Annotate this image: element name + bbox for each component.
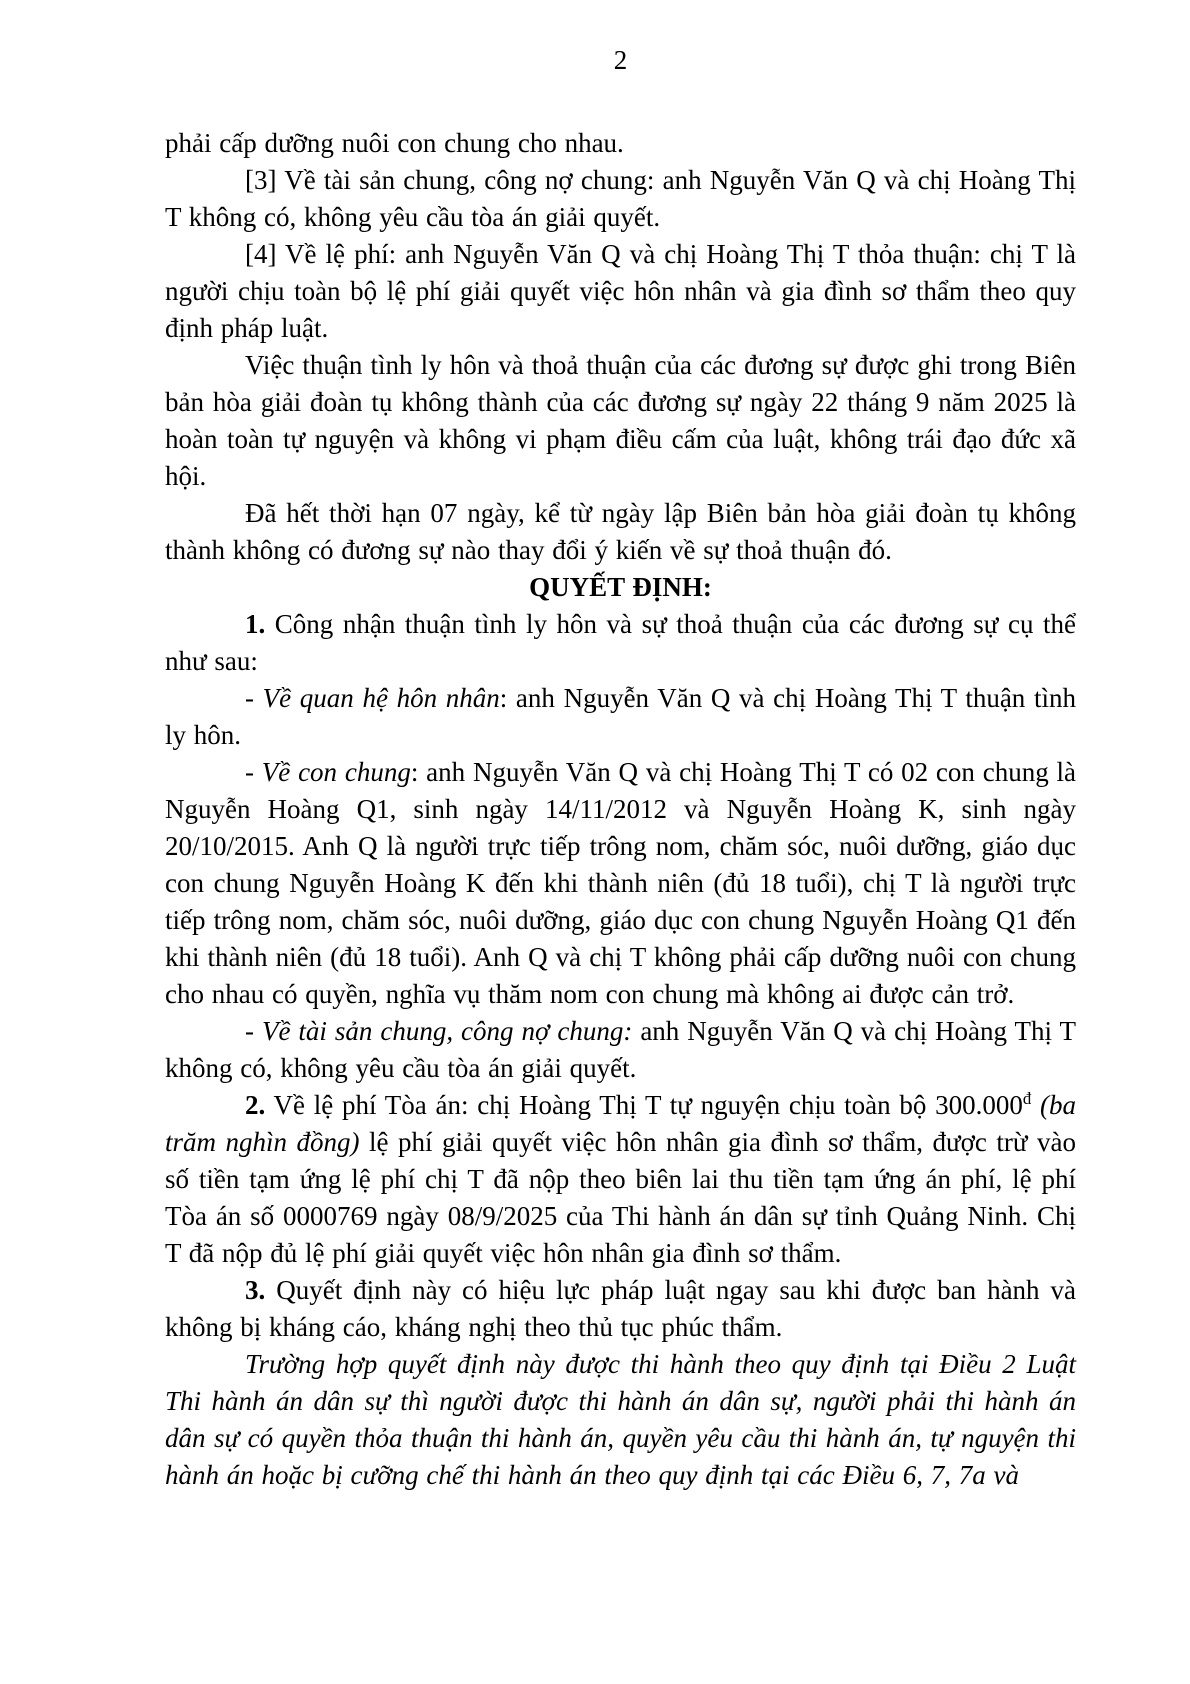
dash-marker: - <box>245 757 262 787</box>
dash-marker: - <box>245 1016 262 1046</box>
page-number: 2 <box>613 45 628 75</box>
item-number: 3. <box>245 1275 266 1305</box>
paragraph-marriage-relation <box>165 680 1076 754</box>
text-run: Đã hết thời hạn 07 ngày, kể từ ngày lập Biên bản hòa giải đoàn tụ không thành không có đương sự nào thay đổi ý kiến về sự thoả thuận đó. <box>165 498 1076 565</box>
currency-superscript: đ <box>1022 1089 1032 1108</box>
paragraph-clause-3-assets <box>165 162 1076 236</box>
text-run: lệ phí giải quyết việc hôn nhân gia đình sơ thẩm, được trừ vào số tiền tạm ứng lệ phí chị T đã nộp theo biên lai thu tiền tạm ứng án phí, lệ phí Tòa án số 0000769 ngày 08/9/2025 của Thi hành án dân sự tỉnh Quảng Ninh. Chị T đã nộp đủ lệ phí giải quyết việc hôn nhân gia đình sơ thẩm. <box>165 1127 1076 1268</box>
clause-label: Về con chung <box>261 757 411 787</box>
text-run: [4] Về lệ phí: anh Nguyễn Văn Q và chị Hoàng Thị T thỏa thuận: chị T là người chịu toàn bộ lệ phí giải quyết việc hôn nhân và gia đình sơ thẩm theo quy định pháp luật. <box>165 239 1076 343</box>
paragraph-voluntary-agreement <box>165 347 1076 495</box>
text-run: [3] Về tài sản chung, công nợ chung: anh Nguyễn Văn Q và chị Hoàng Thị T không có, không yêu cầu tòa án giải quyết. <box>165 165 1076 232</box>
item-number: 1. <box>245 609 266 639</box>
paragraph-enforcement-note <box>165 1346 1076 1494</box>
text-run: Việc thuận tình ly hôn và thoả thuận của các đương sự được ghi trong Biên bản hòa giải đoàn tụ không thành của các đương sự ngày 22 tháng 9 năm 2025 là hoàn toàn tự nguyện và không vi phạm điều cấm của luật, không trái đạo đức xã hội. <box>165 350 1076 491</box>
document-body <box>165 125 1076 1494</box>
paragraph-children <box>165 754 1076 1013</box>
text-run: Quyết định này có hiệu lực pháp luật ngay sau khi được ban hành và không bị kháng cáo, kháng nghị theo thủ tục phúc thẩm. <box>165 1275 1076 1342</box>
text-run: : anh Nguyễn Văn Q và chị Hoàng Thị T thuận tình ly hôn. <box>165 683 1076 750</box>
paragraph-common-assets <box>165 1013 1076 1087</box>
text-run: Về lệ phí Tòa án: chị Hoàng Thị T tự nguyện chịu toàn bộ 300.000 <box>265 1090 1023 1120</box>
paragraph-decision-item-3-effect <box>165 1272 1076 1346</box>
amount-in-words: (ba trăm nghìn đồng) <box>165 1090 1076 1157</box>
text-run: phải cấp dưỡng nuôi con chung cho nhau. <box>165 128 624 158</box>
paragraph-continuation <box>165 125 1076 162</box>
text-run: anh Nguyễn Văn Q và chị Hoàng Thị T không có, không yêu cầu tòa án giải quyết. <box>165 1016 1076 1083</box>
text-run: : anh Nguyễn Văn Q và chị Hoàng Thị T có 02 con chung là Nguyễn Hoàng Q1, sinh ngày 14/11/2012 và Nguyễn Hoàng K, sinh ngày 20/10/2015. Anh Q là người trực tiếp trông nom, chăm sóc, nuôi dưỡng, giáo dục con chung Nguyễn Hoàng K đến khi thành niên (đủ 18 tuổi), chị T là người trực tiếp trông nom, chăm sóc, nuôi dưỡng, giáo dục con chung Nguyễn Hoàng Q1 đến khi thành niên (đủ 18 tuổi). Anh Q và chị T không phải cấp dưỡng nuôi con chung cho nhau có quyền, nghĩa vụ thăm nom con chung mà không ai được cản trở. <box>165 757 1076 1009</box>
paragraph-seven-day-deadline <box>165 495 1076 569</box>
text-run: Công nhận thuận tình ly hôn và sự thoả thuận của các đương sự cụ thể như sau: <box>165 609 1076 676</box>
clause-label: Về quan hệ hôn nhân <box>262 683 500 713</box>
clause-label: Về tài sản chung, công nợ chung: <box>261 1016 633 1046</box>
dash-marker: - <box>245 683 263 713</box>
paragraph-clause-4-fees <box>165 236 1076 347</box>
item-number: 2. <box>245 1090 266 1120</box>
decision-heading: QUYẾT ĐỊNH: <box>529 572 712 602</box>
paragraph-decision-item-1 <box>165 606 1076 680</box>
text-run: Trường hợp quyết định này được thi hành theo quy định tại Điều 2 Luật Thi hành án dân sự thì người được thi hành án dân sự, người phải thi hành án dân sự có quyền thỏa thuận thi hành án, quyền yêu cầu thi hành án, tự nguyện thi hành án hoặc bị cưỡng chế thi hành án theo quy định tại các Điều 6, 7, 7a và <box>165 1349 1076 1490</box>
paragraph-decision-item-2-court-fee <box>165 1087 1076 1272</box>
